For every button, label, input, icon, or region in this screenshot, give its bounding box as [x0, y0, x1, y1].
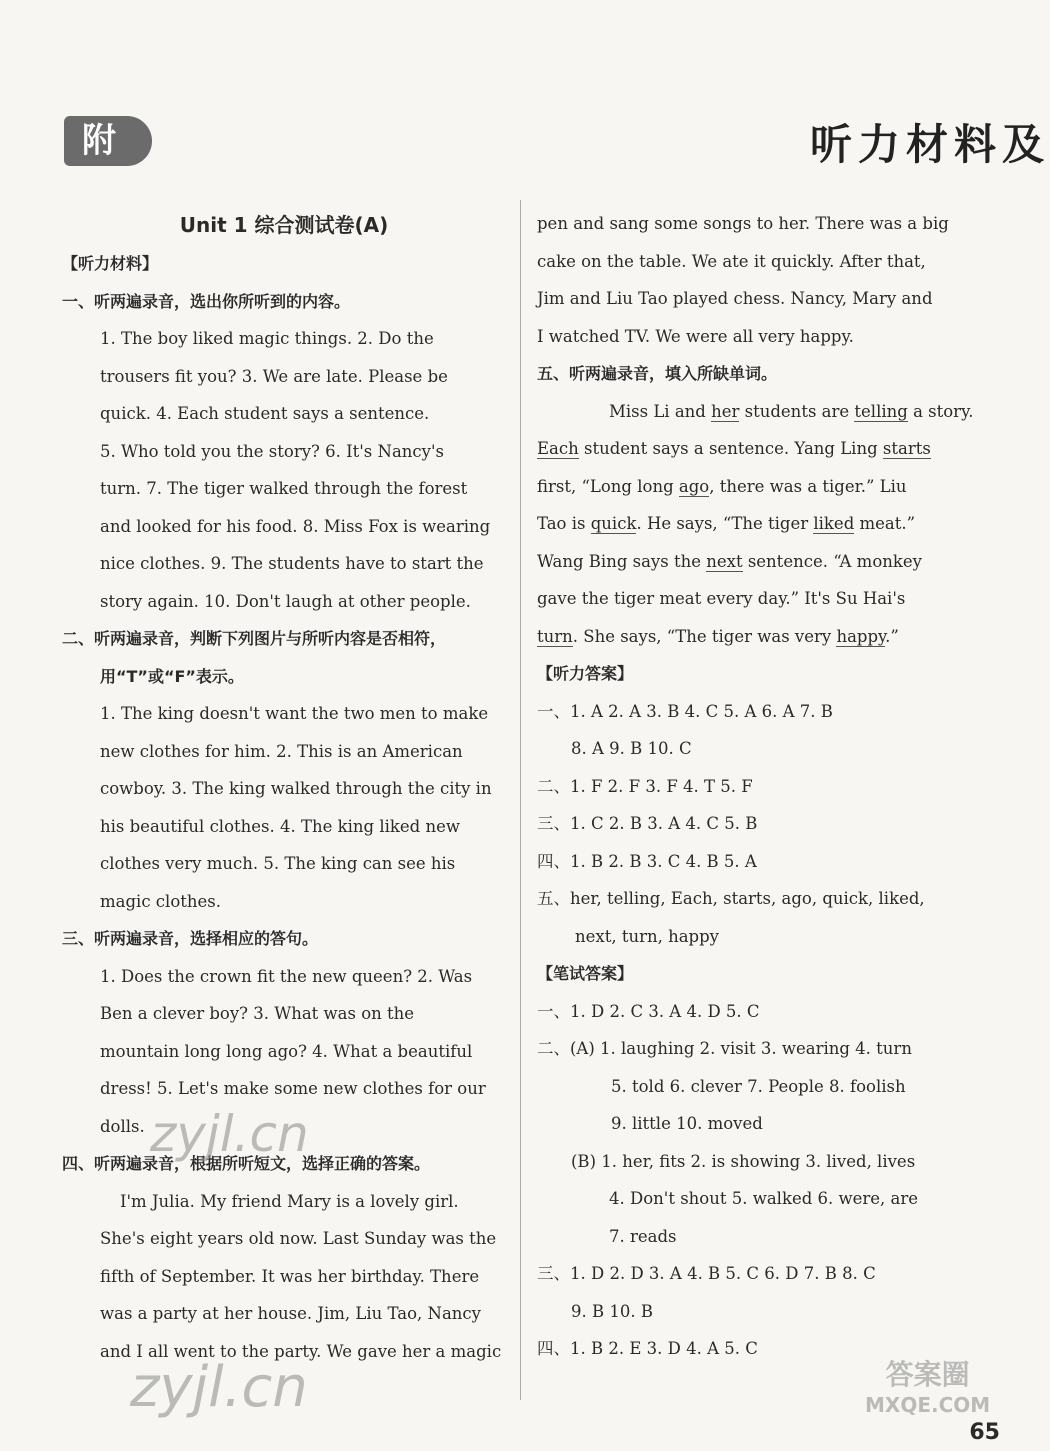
text-line: Tao is quick. He says, “The tiger liked meat.”	[537, 514, 916, 533]
text-line: nice clothes. 9. The students have to start the	[100, 554, 484, 573]
text-line: and looked for his food. 8. Miss Fox is wearing	[100, 516, 491, 536]
appendix-tab: 附	[64, 116, 152, 166]
text-line: Jim and Liu Tao played chess. Nancy, Mary and	[537, 289, 933, 308]
column-divider	[520, 200, 521, 1400]
text-line: cowboy. 3. The king walked through the city in	[100, 779, 492, 798]
text-line: gave the tiger meat every day.” It's Su Hai's	[537, 589, 906, 608]
text-line: 1. The boy liked magic things. 2. Do the	[100, 329, 434, 348]
filled-word: ago	[678, 476, 710, 496]
written-answers	[537, 993, 977, 1368]
text-line: story again. 10. Don't laugh at other people.	[100, 591, 471, 611]
watermark-logo-text: 答案圈	[885, 1358, 970, 1391]
text-line: Miss Li and her students are telling a story.	[609, 401, 974, 421]
answer-line: 9. little 10. moved	[611, 1114, 763, 1133]
filled-word: her	[711, 401, 740, 421]
section-4-text-cont	[537, 205, 977, 355]
watermark-logo	[865, 1360, 990, 1420]
text-line: 1. The king doesn't want the two men to make	[100, 704, 489, 723]
text-line: dolls.	[100, 1116, 145, 1136]
right-column	[537, 205, 977, 1368]
answer-line: 4. Don't shout 5. walked 6. were, are	[609, 1189, 919, 1208]
answer-line: 三、1. D 2. D 3. A 4. B 5. C 6. D 7. B 8. C	[537, 1264, 876, 1283]
text-line: turn. 7. The tiger walked through the forest	[100, 479, 468, 498]
filled-word: telling	[854, 401, 908, 421]
text-line: and I all went to the party. We gave her a magic	[100, 1341, 502, 1361]
text-line: dress! 5. Let's make some new clothes for our	[100, 1079, 486, 1098]
answer-line: next, turn, happy	[575, 926, 719, 946]
section-heading-listening-material: 【听力材料】	[62, 254, 159, 273]
section-4-text	[62, 1183, 506, 1371]
listening-answers	[537, 693, 977, 956]
section-2-text	[62, 695, 506, 920]
answer-line: 五、her, telling, Each, starts, ago, quick, liked,	[537, 889, 925, 908]
answer-line: 一、1. D 2. C 3. A 4. D 5. C	[537, 1001, 760, 1021]
section-heading-written-answers: 【笔试答案】	[537, 964, 634, 983]
text-line: pen and sang some songs to her. There was a big	[537, 214, 949, 233]
watermark: zyjl.cn	[150, 1105, 309, 1163]
section-5-text	[537, 393, 977, 656]
text-line: fifth of September. It was her birthday. There	[100, 1266, 480, 1286]
text-line: magic clothes.	[100, 891, 221, 911]
text-line: new clothes for him. 2. This is an American	[100, 741, 463, 761]
section-3-heading: 三、听两遍录音，选择相应的答句。	[62, 929, 319, 948]
filled-word: liked	[813, 514, 855, 533]
text-line: cake on the table. We ate it quickly. After that,	[537, 251, 926, 271]
text-line: was a party at her house. Jim, Liu Tao, Nancy	[100, 1304, 481, 1323]
answer-line: 二、(A) 1. laughing 2. visit 3. wearing 4. turn	[537, 1039, 912, 1058]
text-line: She's eight years old now. Last Sunday was the	[100, 1229, 497, 1248]
answer-line: 三、1. C 2. B 3. A 4. C 5. B	[537, 814, 758, 833]
page-title: Unit 1 综合测试卷(A)	[179, 213, 389, 237]
text-line: trousers fit you? 3. We are late. Please be	[100, 366, 448, 386]
watermark: zyjl.cn	[130, 1355, 308, 1420]
filled-word: quick	[590, 514, 637, 533]
page-number: 65	[969, 1420, 1000, 1445]
section-5-heading: 五、听两遍录音，填入所缺单词。	[537, 364, 778, 383]
section-2-heading-cont: 用“T”或“F”表示。	[100, 666, 244, 686]
text-line: 1. Does the crown fit the new queen? 2. Was	[100, 966, 473, 986]
text-line: I watched TV. We were all very happy.	[537, 326, 854, 346]
text-line: Ben a clever boy? 3. What was on the	[100, 1004, 415, 1023]
text-line: mountain long long ago? 4. What a beautiful	[100, 1041, 473, 1061]
answer-line: 8. A 9. B 10. C	[571, 739, 692, 758]
section-heading-listening-answers: 【听力答案】	[537, 664, 634, 683]
text-line: I'm Julia. My friend Mary is a lovely girl.	[120, 1191, 459, 1211]
answer-line: 7. reads	[609, 1226, 677, 1246]
section-4-heading: 四、听两遍录音，根据所听短文，选择正确的答案。	[62, 1154, 431, 1173]
text-line: clothes very much. 5. The king can see his	[100, 854, 456, 873]
text-line: Each student says a sentence. Yang Ling starts	[537, 439, 931, 458]
answer-line: 二、1. F 2. F 3. F 4. T 5. F	[537, 776, 753, 796]
filled-word: Each	[537, 439, 579, 458]
answer-line: 四、1. B 2. E 3. D 4. A 5. C	[537, 1339, 758, 1358]
filled-word: starts	[882, 439, 931, 458]
section-1-heading: 一、听两遍录音，选出你所听到的内容。	[62, 291, 351, 311]
answer-line: 一、1. A 2. A 3. B 4. C 5. A 6. A 7. B	[537, 701, 833, 721]
text-line: quick. 4. Each student says a sentence.	[100, 404, 430, 423]
answer-line: 5. told 6. clever 7. People 8. foolish	[611, 1076, 906, 1096]
banner-title: 听力材料及	[810, 120, 1050, 169]
text-line: Wang Bing says the next sentence. “A monkey	[537, 551, 922, 571]
filled-word: happy	[836, 626, 886, 646]
text-line: 5. Who told you the story? 6. It's Nancy's	[100, 441, 444, 461]
text-line: his beautiful clothes. 4. The king liked new	[100, 816, 460, 836]
filled-word: turn	[537, 626, 573, 646]
answer-line: 四、1. B 2. B 3. C 4. B 5. A	[537, 851, 757, 871]
answer-line: (B) 1. her, fits 2. is showing 3. lived, lives	[571, 1151, 916, 1171]
filled-word: next	[706, 551, 743, 571]
text-line: turn. She says, “The tiger was very happy.”	[537, 626, 899, 646]
watermark-logo-url: MXQE.COM	[865, 1393, 991, 1417]
text-line: first, “Long long ago, there was a tiger.” Liu	[537, 476, 907, 496]
section-2-heading: 二、听两遍录音，判断下列图片与所听内容是否相符，	[62, 629, 447, 648]
left-column	[62, 205, 506, 1370]
answer-line: 9. B 10. B	[571, 1301, 653, 1321]
section-1-text	[62, 320, 506, 620]
